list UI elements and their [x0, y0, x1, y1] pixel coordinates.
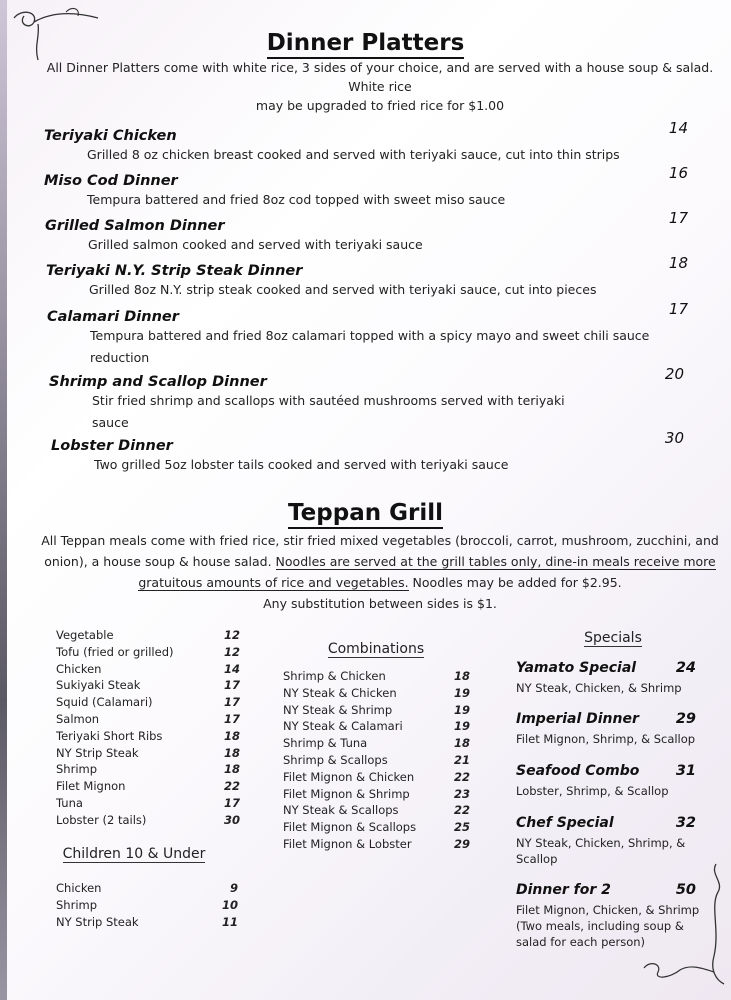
children-item [56, 897, 238, 914]
platter-item-price: 17 [668, 300, 688, 318]
special-item-description [516, 680, 706, 696]
combination-item-name: Filet Mignon & Lobster [283, 836, 412, 851]
children-item [56, 914, 238, 931]
children-item-price: 11 [221, 914, 238, 929]
platter-item-name: Grilled Salmon Dinner [45, 218, 225, 234]
teppan-item-price: 17 [223, 678, 240, 693]
combination-item-price: 22 [453, 769, 470, 784]
platter-item-description [92, 390, 652, 434]
teppan-item-name: Salmon [56, 711, 100, 726]
teppan-item-price: 22 [223, 779, 240, 794]
teppan-item-price: 17 [223, 795, 240, 810]
combination-item-price: 22 [453, 803, 470, 818]
combination-item-name: Shrimp & Scallops [283, 752, 388, 767]
combination-item-price: 18 [453, 736, 470, 751]
platter-item-price: 18 [668, 254, 688, 272]
combination-item-price: 23 [453, 786, 470, 801]
combination-item-name: NY Steak & Shrimp [283, 702, 393, 717]
teppan-item-name: Vegetable [56, 628, 114, 642]
special-item-name: Imperial Dinner [516, 711, 639, 727]
special-description-line: Scallop [516, 852, 558, 866]
combination-item-name: NY Steak & Calamari [283, 719, 403, 734]
platter-item-name: Shrimp and Scallop Dinner [49, 374, 267, 390]
combination-item-name: Shrimp & Chicken [283, 669, 386, 683]
teppan-item-price: 12 [223, 644, 240, 659]
platter-description-line: Grilled 8oz N.Y. strip steak cooked and served with teriyaki sauce, cut into pieces [89, 282, 597, 297]
children-item [56, 880, 238, 897]
combination-item [283, 718, 470, 735]
teppan-item [56, 745, 240, 762]
platter-description-line: Two grilled 5oz lobster tails cooked and served with teriyaki sauce [94, 457, 509, 472]
special-description-line: Filet Mignon, Chicken, & Shrimp [516, 903, 700, 917]
platter-item-description [87, 144, 647, 166]
teppan-item-price: 14 [223, 661, 240, 676]
combination-item [283, 819, 470, 836]
special-item-description [516, 835, 706, 867]
teppan-item-name: Filet Mignon [56, 779, 126, 794]
teppan-item-price: 12 [223, 628, 240, 642]
combination-item [283, 735, 470, 752]
teppan-item-name: Sukiyaki Steak [56, 678, 141, 693]
platter-description-line: reduction [90, 350, 150, 365]
combination-item-price: 29 [453, 836, 470, 851]
children-item-name: NY Strip Steak [56, 914, 139, 929]
combination-item [283, 836, 470, 853]
specials-title: Specials [584, 630, 642, 646]
teppan-item-price: 17 [223, 695, 240, 710]
children-title: Children 10 & Under [62, 846, 206, 862]
special-item-name: Chef Special [516, 815, 614, 831]
combination-item [283, 752, 470, 769]
teppan-item [56, 812, 240, 829]
teppan-item-name: Tofu (fried or grilled) [56, 644, 174, 659]
children-item-name: Shrimp [56, 897, 98, 912]
special-description-line: Lobster, Shrimp, & Scallop [516, 784, 669, 798]
special-item-name: Dinner for 2 [516, 882, 611, 898]
special-item-price: 31 [675, 763, 696, 779]
combination-item-price: 19 [453, 685, 470, 700]
special-item-price: 29 [675, 711, 696, 727]
special-description-line: (Two meals, including soup & [516, 919, 684, 933]
teppan-basics-list [56, 627, 240, 829]
platter-item-description [89, 279, 649, 301]
special-item-price: 24 [675, 660, 696, 676]
platter-description-line: Tempura battered and fried 8oz cod topped with sweet miso sauce [87, 192, 506, 207]
combination-item [283, 702, 470, 719]
teppan-item-name: Shrimp [56, 762, 98, 777]
combination-item-name: NY Steak & Scallops [283, 803, 399, 818]
special-description-line: NY Steak, Chicken, Shrimp, & [516, 836, 686, 850]
combination-item-name: Filet Mignon & Chicken [283, 769, 415, 784]
platter-item-name: Miso Cod Dinner [44, 173, 178, 189]
special-item-price: 50 [675, 882, 696, 898]
combination-item [283, 786, 470, 803]
combination-item-name: Filet Mignon & Shrimp [283, 786, 410, 801]
combination-item-name: NY Steak & Chicken [283, 685, 397, 700]
combination-item-price: 25 [453, 820, 470, 835]
special-item-price: 32 [675, 815, 696, 831]
teppan-item [56, 728, 240, 745]
special-item-name: Yamato Special [516, 660, 637, 676]
teppan-item [56, 644, 240, 661]
platter-item-description [94, 454, 654, 476]
special-item-description [516, 731, 706, 747]
teppan-grill-title: Teppan Grill [0, 500, 731, 526]
combinations-title: Combinations [327, 641, 425, 657]
platter-item-description [90, 325, 650, 369]
platter-item-name: Lobster Dinner [51, 438, 173, 454]
platter-description-line: Stir fried shrimp and scallops with sautéed mushrooms served with teriyaki [92, 393, 565, 408]
platter-description-line: Grilled salmon cooked and served with teriyaki sauce [88, 237, 423, 252]
teppan-item-name: Lobster (2 tails) [56, 812, 147, 827]
teppan-item [56, 627, 240, 644]
teppan-item [56, 711, 240, 728]
combination-item [283, 802, 470, 819]
special-description-line: Filet Mignon, Shrimp, & Scallop [516, 732, 696, 746]
children-item-price: 9 [229, 881, 238, 895]
platter-item-price: 17 [668, 209, 688, 227]
platter-description-line: Tempura battered and fried 8oz calamari topped with a spicy mayo and sweet chili sauce [90, 328, 650, 343]
platter-item-description [88, 234, 648, 256]
teppan-item [56, 694, 240, 711]
combination-item-price: 21 [453, 752, 470, 767]
children-item-price: 10 [221, 897, 238, 912]
platter-item-price: 16 [668, 164, 688, 182]
special-item-description [516, 783, 706, 799]
teppan-item-price: 18 [223, 762, 240, 777]
teppan-item [56, 677, 240, 694]
combination-item-name: Filet Mignon & Scallops [283, 820, 417, 835]
combination-item-price: 18 [453, 669, 470, 683]
platter-item-price: 30 [664, 429, 684, 447]
combination-item [283, 685, 470, 702]
teppan-item [56, 778, 240, 795]
platter-description-line: Grilled 8 oz chicken breast cooked and served with teriyaki sauce, cut into thin strips [87, 147, 620, 162]
combination-item-name: Shrimp & Tuna [283, 736, 368, 751]
teppan-item-name: NY Strip Steak [56, 745, 139, 760]
children-item-name: Chicken [56, 881, 102, 895]
combination-item-price: 19 [453, 702, 470, 717]
combination-item [283, 668, 470, 685]
platter-item-price: 20 [664, 365, 684, 383]
special-description-line: salad for each person) [516, 935, 645, 949]
combinations-list [283, 668, 470, 853]
teppan-item [56, 795, 240, 812]
teppan-item-price: 18 [223, 728, 240, 743]
teppan-item [56, 661, 240, 678]
special-description-line: NY Steak, Chicken, & Shrimp [516, 681, 682, 695]
platter-description-line: sauce [92, 415, 129, 430]
teppan-grill-intro: All Teppan meals come with fried rice, stir fried mixed vegetables (broccoli, carrot, mushroom, zucchini, and onion), a house soup & house salad. Noodles are served at the grill tables only, dine-in meals receive more gratuitous amounts of rice and vegetables. Noodles may be added for $2.95. Any substitution between sides is $1. [41, 533, 719, 611]
teppan-item-name: Chicken [56, 661, 102, 676]
teppan-item-price: 17 [223, 711, 240, 726]
children-list [56, 880, 238, 930]
teppan-item-price: 30 [223, 812, 240, 827]
platter-item-name: Teriyaki Chicken [44, 128, 177, 144]
platter-item-price: 14 [668, 119, 688, 137]
teppan-item-name: Teriyaki Short Ribs [56, 728, 163, 743]
special-item-description [516, 902, 706, 950]
teppan-item-name: Tuna [56, 795, 83, 810]
platter-item-description [87, 189, 647, 211]
combination-item-price: 19 [453, 719, 470, 734]
combination-item [283, 769, 470, 786]
platter-item-name: Teriyaki N.Y. Strip Steak Dinner [46, 263, 303, 279]
dinner-platters-title: Dinner Platters [0, 30, 731, 56]
platter-item-name: Calamari Dinner [47, 309, 179, 325]
teppan-item [56, 761, 240, 778]
special-item-name: Seafood Combo [516, 763, 640, 779]
teppan-item-name: Squid (Calamari) [56, 695, 153, 710]
dinner-platters-intro: All Dinner Platters come with white rice, 3 sides of your choice, and are served with a house soup & salad. White rice may be upgraded to fried rice for $1.00 [46, 60, 714, 113]
teppan-item-price: 18 [223, 745, 240, 760]
